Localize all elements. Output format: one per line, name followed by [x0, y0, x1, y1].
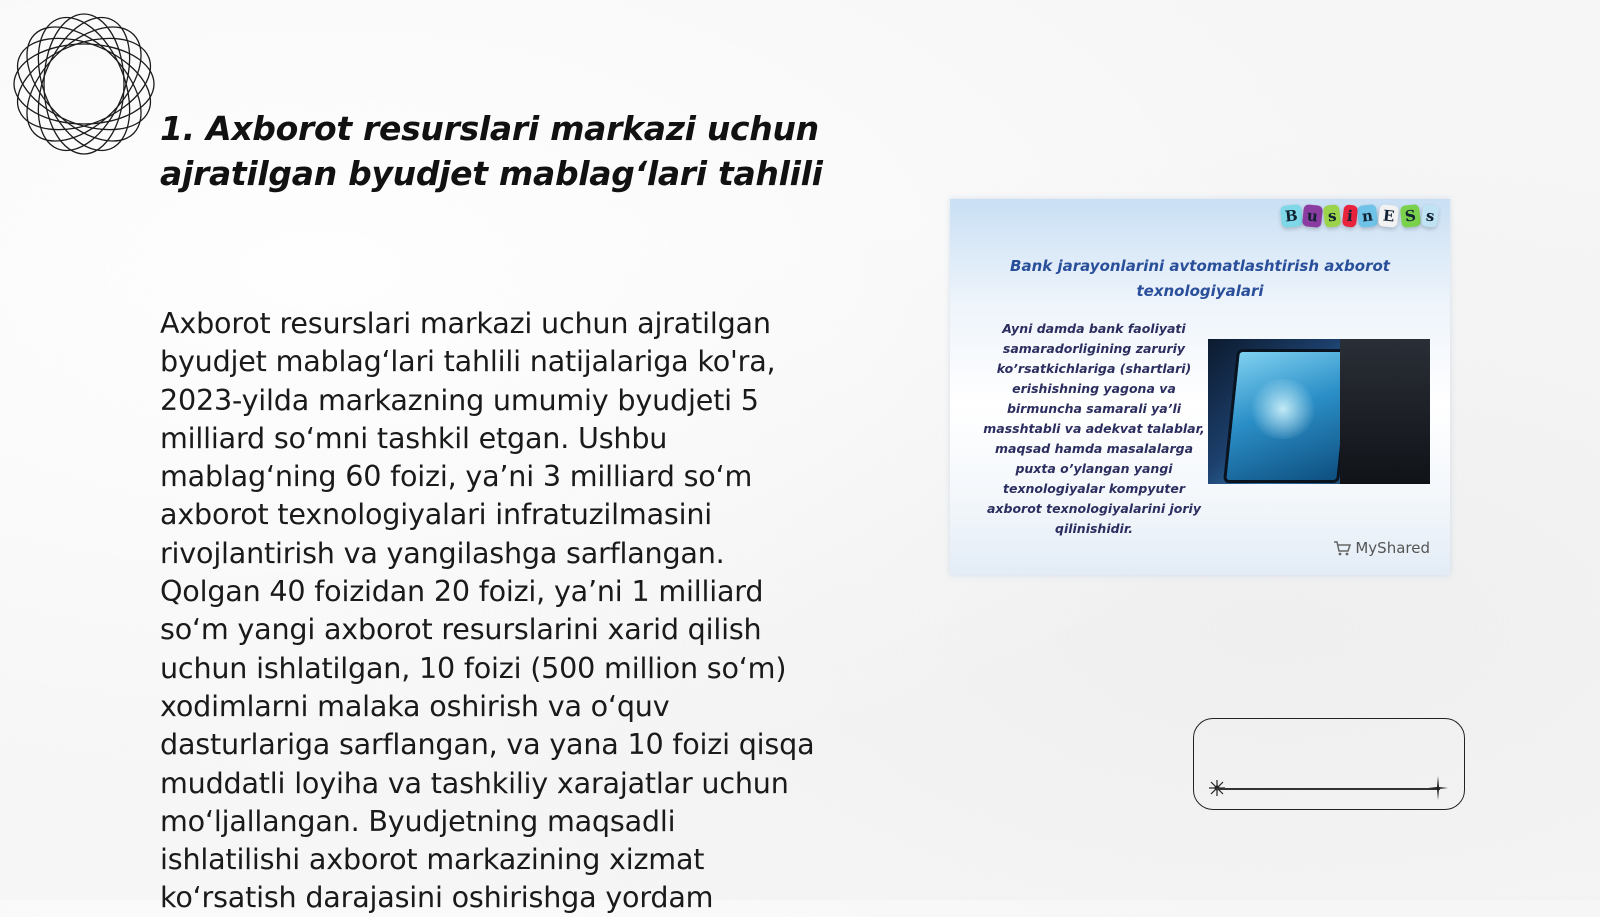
- illustration-image: [950, 199, 1450, 575]
- business-letter: i: [1342, 204, 1358, 227]
- cart-icon: [1333, 540, 1351, 556]
- watermark-label: MyShared: [1355, 539, 1430, 557]
- business-letter: u: [1302, 204, 1323, 228]
- watermark: [1333, 539, 1430, 557]
- business-letter: B: [1280, 204, 1303, 228]
- image-body-text: Ayni damda bank faoliyati samaradorligining zaruriy ko’rsatkichlariga (shartlari) erishishning yagona va birmuncha samarali ya’li masshtabli va adekvat talablar, maqsad hamda masalalarga puxta o’ylangan yangi texnologiyalar kompyuter axborot texnologiyalarini joriy qilinishidir.: [983, 321, 1205, 536]
- business-photo: [1208, 339, 1430, 484]
- business-letter: s: [1420, 204, 1439, 228]
- business-letter: n: [1357, 204, 1378, 228]
- decorative-frame: [1193, 718, 1465, 810]
- divider-line: [1216, 788, 1440, 790]
- cross-star-icon: [1428, 776, 1448, 800]
- business-letter: S: [1400, 204, 1421, 228]
- circle-ornament-icon: [10, 10, 158, 158]
- image-title: Bank jarayonlarini avtomatlashtirish axborot texnologiyalari: [1010, 257, 1390, 300]
- slide-title: 1. Axborot resurslari markazi uchun ajratilgan byudjet mablag‘lari tahlili: [160, 109, 823, 193]
- business-letter: E: [1378, 204, 1400, 228]
- business-logo: [1281, 205, 1438, 227]
- business-letter: s: [1323, 204, 1342, 228]
- slide-body-text: Axborot resurslari markazi uchun ajratilgan byudjet mablag‘lari tahlili natijalariga ko'ra, 2023-yilda markazning umumiy byudjeti 5 milliard so‘mni tashkil etgan. Ushbu mablag‘ning 60 foizi, ya’ni 3 milliard so‘m axborot texnologiyalari infratuzilmasini rivojlantirish va yangilashga sarflangan. Qolgan 40 foizidan 20 foizi, ya’ni 1 milliard so‘m yangi axborot resurslarini xarid qilish uchun ishlatilgan, 10 foizi (500 million so‘m) xodimlarni malaka oshirish va o‘quv dasturlariga sarflangan, va yana 10 foizi qisqa muddatli loyiha va tashkiliy xarajatlar uchun mo‘ljallangan. Byudjetning maqsadli ishlatilishi axborot markazining xizmat ko‘rsatish darajasini oshirishga yordam: [160, 306, 815, 915]
